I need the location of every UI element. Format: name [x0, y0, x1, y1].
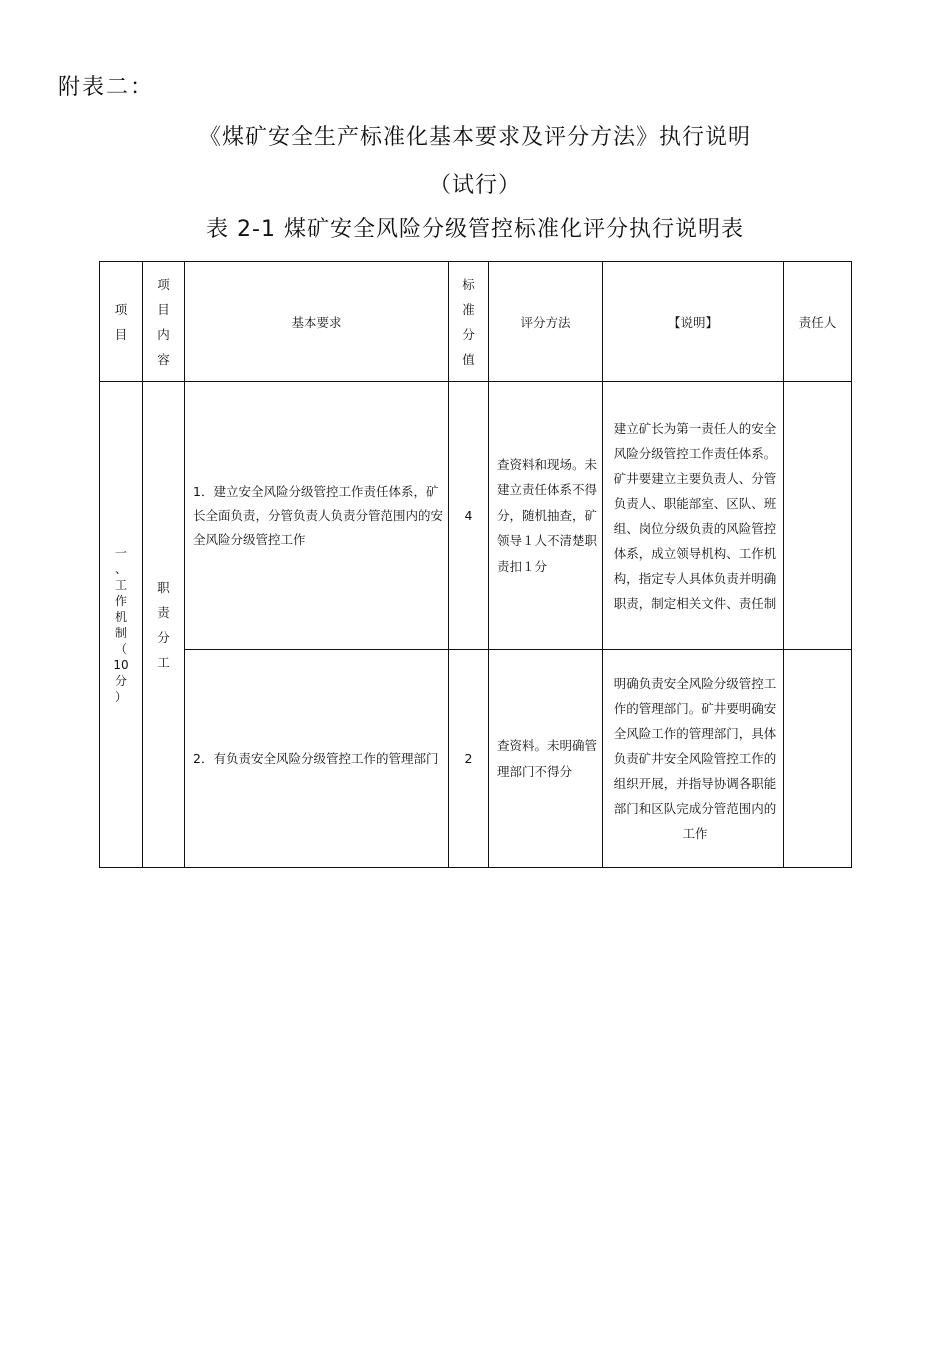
table-header-row	[100, 262, 852, 382]
header-item: 项 目	[100, 262, 143, 382]
note-cell: 明确负责安全风险分级管控工作的管理部门。矿井要明确安全风险工作的管理部门，具体负责矿井安全风险管控工作的组织开展，并指导协调各职能部门和区队完成分管范围内的工作	[603, 650, 784, 868]
header-score: 标 准 分 值	[449, 262, 489, 382]
scoring-table	[99, 261, 852, 868]
project-cell: 一 、 工 作 机 制 （ 10 分 ）	[100, 382, 143, 868]
header-requirement: 基本要求	[185, 262, 449, 382]
header-content: 项 目 内 容	[143, 262, 185, 382]
requirement-cell: 2．有负责安全风险分级管控工作的管理部门	[185, 650, 449, 868]
table-title: 表 2-1 煤矿安全风险分级管控标准化评分执行说明表	[206, 217, 744, 242]
method-cell: 查资料和现场。未建立责任体系不得分，随机抽查，矿领导１人不清楚职责扣１分	[489, 382, 603, 650]
table-row	[100, 650, 852, 868]
note-cell: 建立矿长为第一责任人的安全风险分级管控工作责任体系。矿井要建立主要负责人、分管负责人、职能部室、区队、班组、岗位分级负责的风险管控体系，成立领导机构、工作机构，指定专人具体负责并明确职责，制定相关文件、责任制	[603, 382, 784, 650]
header-owner: 责任人	[784, 262, 852, 382]
score-cell: 2	[449, 650, 489, 868]
owner-cell	[784, 382, 852, 650]
header-method: 评分方法	[489, 262, 603, 382]
header-note: 【说明】	[603, 262, 784, 382]
document-subtitle: （试行）	[428, 173, 521, 198]
table-row	[100, 382, 852, 650]
document-title: 《煤矿安全生产标准化基本要求及评分方法》执行说明	[198, 125, 751, 150]
requirement-cell: 1．建立安全风险分级管控工作责任体系，矿长全面负责，分管负责人负责分管范围内的安全风险分级管控工作	[185, 382, 449, 650]
score-cell: 4	[449, 382, 489, 650]
content-cell: 职 责 分 工	[143, 382, 185, 868]
owner-cell	[784, 650, 852, 868]
method-cell: 查资料。未明确管理部门不得分	[489, 650, 603, 868]
annex-label: 附表二：	[58, 75, 155, 100]
